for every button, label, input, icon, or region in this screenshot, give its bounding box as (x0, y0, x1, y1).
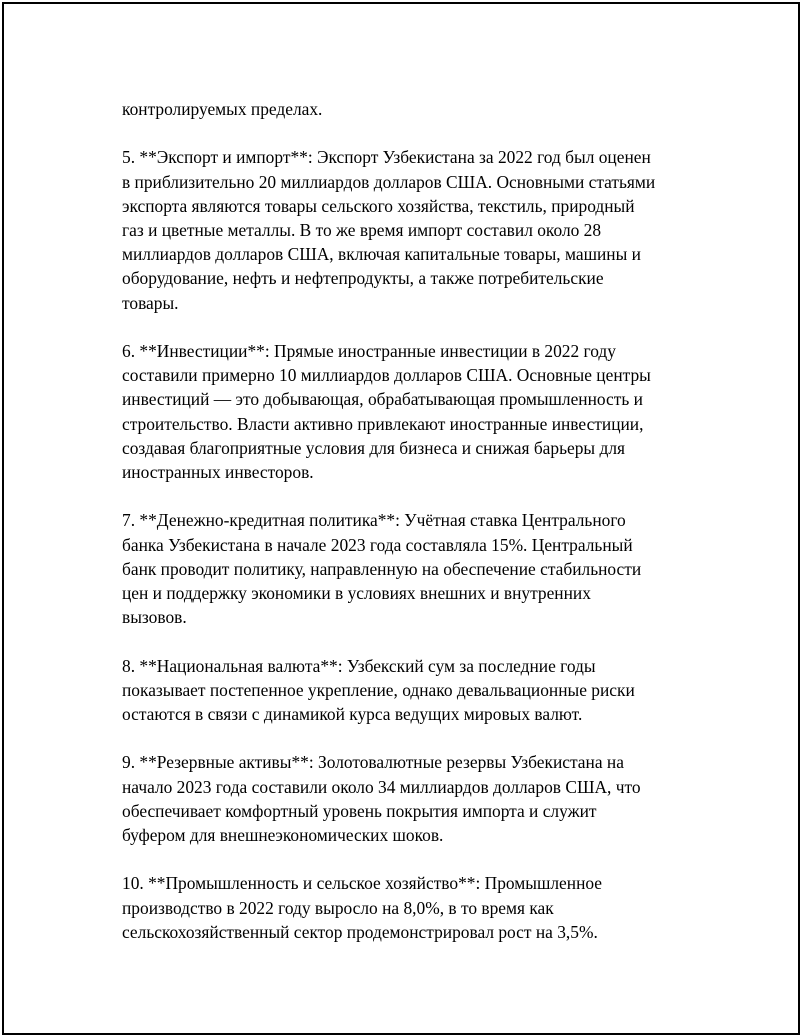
paragraph-national-currency: 8. **Национальная валюта**: Узбекский сум за последние годы показывает постепенное укрепление, однако девальвационные риски остаются в связи с динамикой курса ведущих мировых валют. (122, 655, 635, 725)
paragraph-monetary-policy: 7. **Денежно-кредитная политика**: Учётная ставка Центрального банка Узбекистана в начале 2023 года составляла 15%. Центральный банк проводит политику, направленную на обеспечение стабильности цен и поддержку экономики в условиях внешних и внутренних вызовов. (122, 510, 642, 628)
paragraph-industry-agriculture: 10. **Промышленность и сельское хозяйство**: Промышленное производство в 2022 году выросло на 8,0%, в то время как сельскохозяйственный сектор продемонстрировал рост на 3,5%. (122, 873, 602, 942)
document-body (122, 97, 697, 968)
paragraph-investments: 6. **Инвестиции**: Прямые иностранные инвестиции в 2022 году составили примерно 10 миллиардов долларов США. Основные центры инвестиций — это добывающая, обрабатывающая промышленность и строительство. Власти активно привлекают иностранные инвестиции, создавая благоприятные условия для бизнеса и снижая барьеры для иностранных инвесторов. (122, 341, 651, 483)
paragraph-reserve-assets: 9. **Резервные активы**: Золотовалютные резервы Узбекистана на начало 2023 года составили около 34 миллиардов долларов США, что обеспечивает комфортный уровень покрытия импорта и служит буфером для внешнеэкономических шоков. (122, 752, 641, 846)
page-frame (2, 2, 800, 1035)
paragraph-continuation: контролируемых пределах. (122, 99, 323, 119)
paragraph-export-import: 5. **Экспорт и импорт**: Экспорт Узбекистана за 2022 год был оценен в приблизительно 20 миллиардов долларов США. Основными статьями экспорта являются товары сельского хозяйства, текстиль, природный газ и цветные металлы. В то же время импорт составил около 28 миллиардов долларов США, включая капитальные товары, машины и оборудование, нефть и нефтепродукты, а также потребительские товары. (122, 147, 656, 313)
